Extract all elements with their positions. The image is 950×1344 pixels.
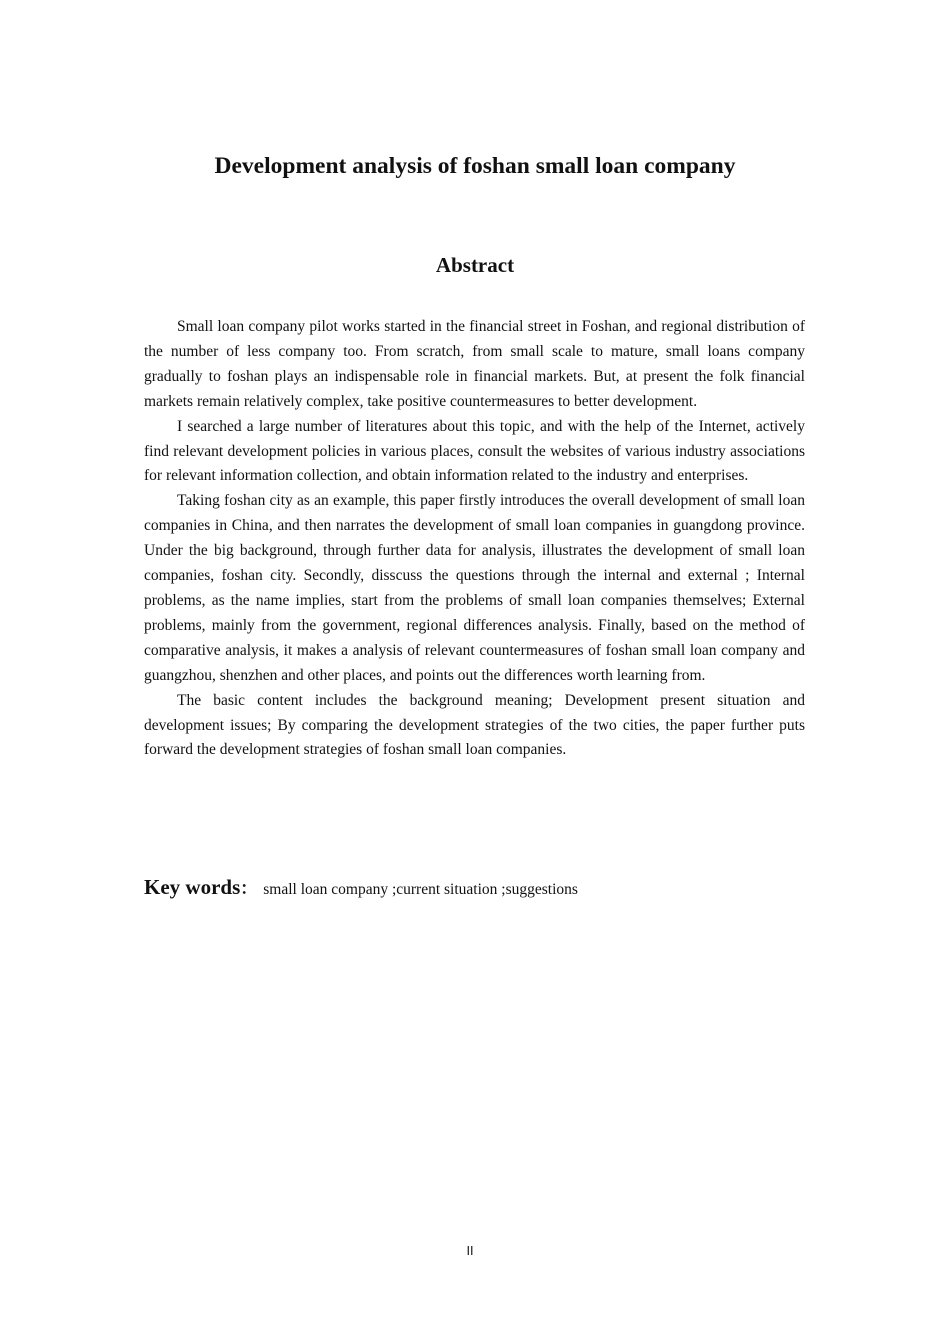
abstract-paragraph-1: Small loan company pilot works started in the financial street in Foshan, and regional distribution of the number of less company too. From scratch, from small scale to mature, small loans company gradually to foshan plays an indispensable role in financial markets. But, at present the folk financial markets remain relatively complex, take positive countermeasures to better development. — [144, 318, 805, 410]
document-title: Development analysis of foshan small loan company — [214, 153, 736, 179]
keywords-label: Key words — [144, 875, 241, 899]
abstract-paragraph-4: The basic content includes the background meaning; Development present situation and development issues; By comparing the development strategies of the two cities, the paper further puts forward the development strategies of foshan small loan companies. — [144, 691, 805, 759]
abstract-paragraph-2: I searched a large number of literatures about this topic, and with the help of the Internet, actively find relevant development policies in various places, consult the websites of various industry associations for relevant information collection, and obtain information related to the industry and enterprises. — [144, 417, 805, 485]
abstract-heading: Abstract — [435, 253, 515, 277]
keywords-value: small loan company ;current situation ;suggestions — [263, 881, 578, 898]
abstract-paragraph-3: Taking foshan city as an example, this paper firstly introduces the overall development of small loan companies in China, and then narrates the development of small loan companies in guangdong province. Under the big background, through further data for analysis, illustrates the development of small loan companies, foshan city. Secondly, disscuss the questions through the internal and external ; Internal problems, as the name implies, start from the problems of small loan companies themselves; External problems, mainly from the government, regional differences analysis. Finally, based on the method of comparative analysis, it makes a analysis of relevant countermeasures of foshan small loan company and guangzhou, shenzhen and other places, and points out the differences worth learning from. — [144, 492, 805, 684]
keywords-colon: ： — [240, 879, 258, 898]
keywords-line — [144, 874, 805, 900]
abstract-body — [144, 315, 805, 763]
page-number: II — [466, 1244, 474, 1258]
